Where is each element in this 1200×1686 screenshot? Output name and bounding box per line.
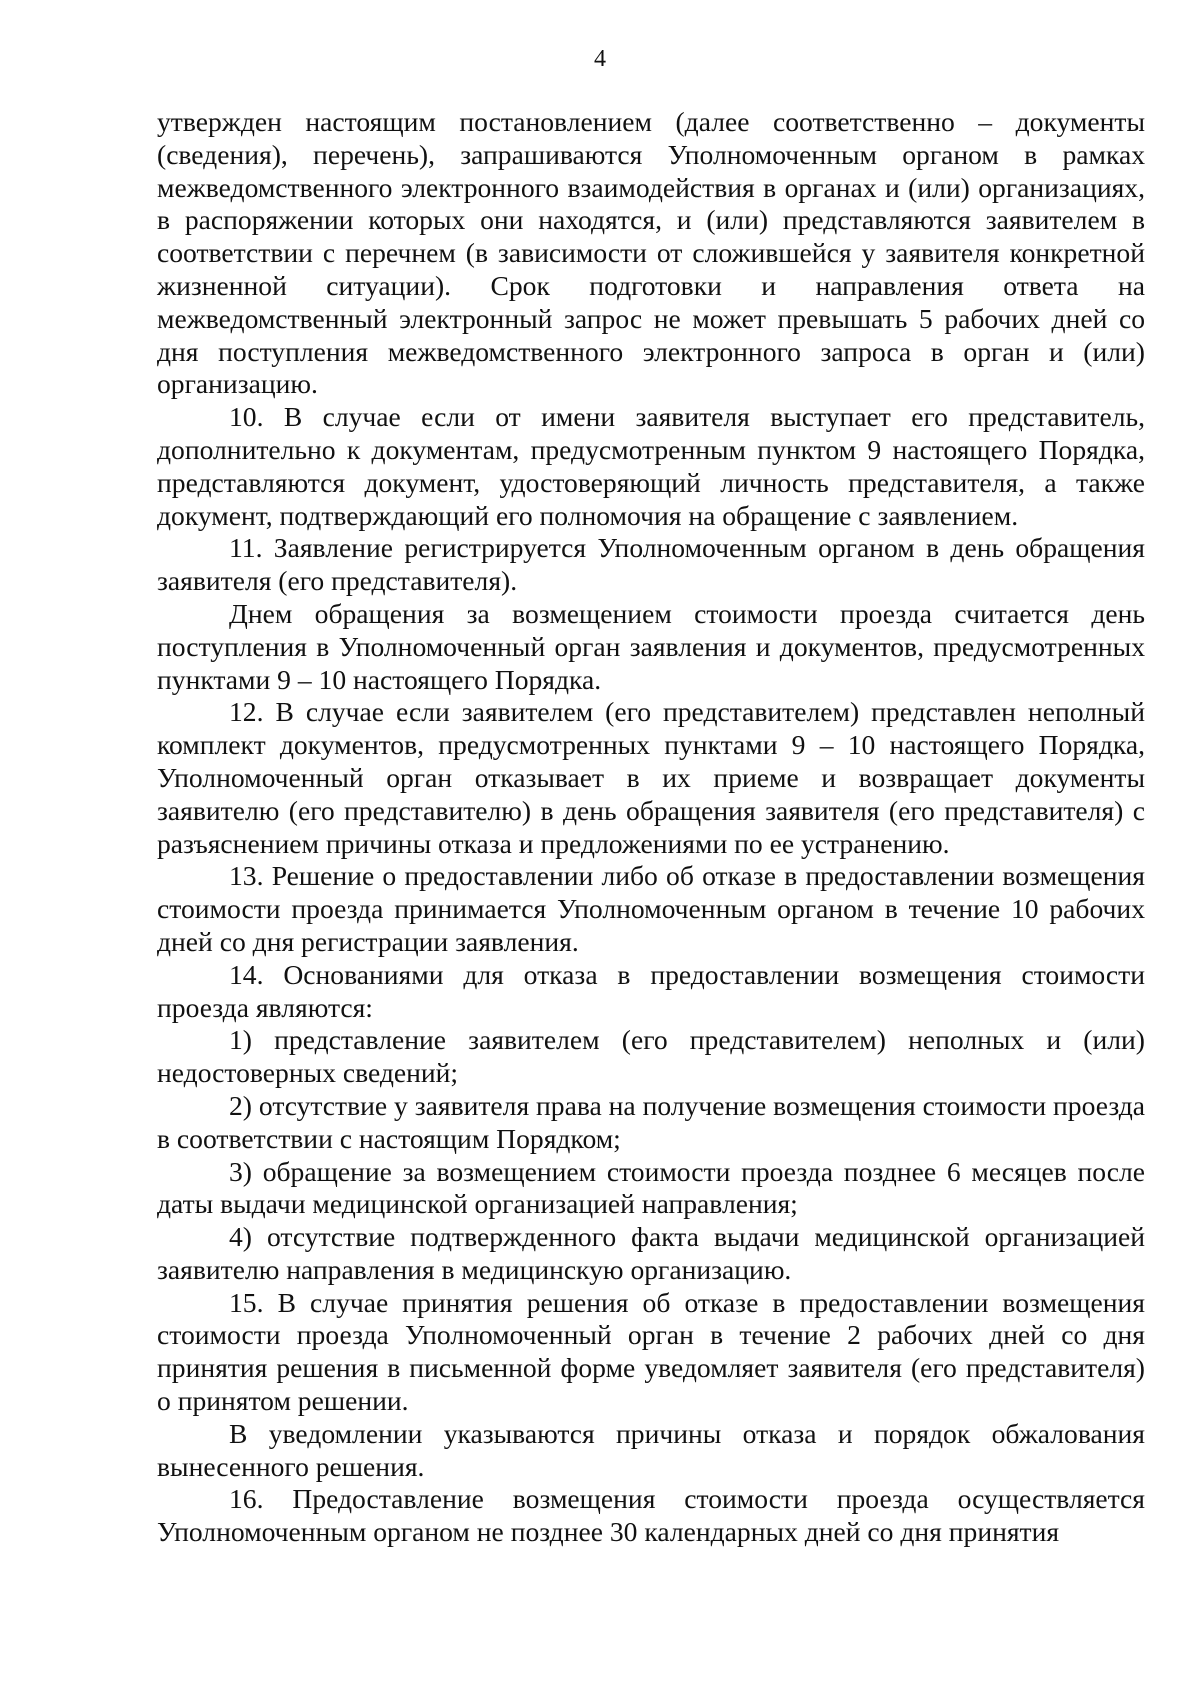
paragraph-subitem-2: 2) отсутствие у заявителя права на получение возмещения стоимости проезда в соответствии с настоящим Порядком; (157, 1089, 1146, 1154)
paragraph-subitem-3: 3) обращение за возмещением стоимости проезда позднее 6 месяцев после даты выдачи медицинской организацией направления; (157, 1155, 1145, 1220)
paragraph-item-13: 13. Решение о предоставлении либо об отказе в предоставлении возмещения стоимости проезда принимается Уполномоченным органом в течение 10 рабочих дней со дня регистрации заявления. (157, 860, 1145, 957)
paragraph-subitem-1: 1) представление заявителем (его представителем) неполных и (или) недостоверных сведений; (157, 1024, 1145, 1089)
paragraph-item-15: 15. В случае принятия решения об отказе в предоставлении возмещения стоимости проезда Уполномоченный орган в течение 2 рабочих дней со дня принятия решения в письменной форме уведомляет заявителя (его представителя) о принятом решении. (157, 1286, 1145, 1417)
paragraph-item-12: 12. В случае если заявителем (его представителем) представлен неполный комплект документов, предусмотренных пунктами 9 – 10 настоящего Порядка, Уполномоченный орган отказывает в их приеме и возвращает документы заявителю (его представителю) в день обращения заявителя (его представителя) с разъяснением причины отказа и предложениями по ее устранению. (157, 696, 1145, 859)
paragraph-item-10: 10. В случае если от имени заявителя выступает его представитель, дополнительно к документам, предусмотренным пунктом 9 настоящего Порядка, представляются документ, удостоверяющий личность представителя, а также документ, подтверждающий его полномочия на обращение с заявлением. (157, 401, 1145, 531)
paragraph-item-14: 14. Основаниями для отказа в предоставлении возмещения стоимости проезда являются: (157, 958, 1145, 1023)
paragraph-notice: В уведомлении указываются причины отказа и порядок обжалования вынесенного решения. (157, 1417, 1145, 1482)
paragraph-subitem-4: 4) отсутствие подтвержденного факта выдачи медицинской организацией заявителю направления в медицинскую организацию. (157, 1221, 1145, 1285)
paragraph-item-16: 16. Предоставление возмещения стоимости проезда осуществляется Уполномоченным органом не позднее 30 календарных дней со дня принятия (157, 1483, 1145, 1548)
document-body (157, 106, 1145, 1549)
page-number: 4 (594, 46, 606, 72)
paragraph-item-11: 11. Заявление регистрируется Уполномоченным органом в день обращения заявителя (его представителя). (157, 532, 1145, 597)
paragraph-application-day: Днем обращения за возмещением стоимости проезда считается день поступления в Уполномоченный орган заявления и документов, предусмотренных пунктами 9 – 10 настоящего Порядка. (157, 597, 1145, 695)
paragraph-continuation: утвержден настоящим постановлением (далее соответственно – документы (сведения), перечень), запрашиваются Уполномоченным органом в рамках межведомственного электронного взаимодействия в органах и (или) организациях, в распоряжении которых они находятся, и (или) представляются заявителем в соответствии с перечнем (в зависимости от сложившейся у заявителя конкретной жизненной ситуации). Срок подготовки и направления ответа на межведомственный электронный запрос не может превышать 5 рабочих дней со дня поступления межведомственного электронного запроса в орган и (или) организацию. (157, 106, 1145, 400)
